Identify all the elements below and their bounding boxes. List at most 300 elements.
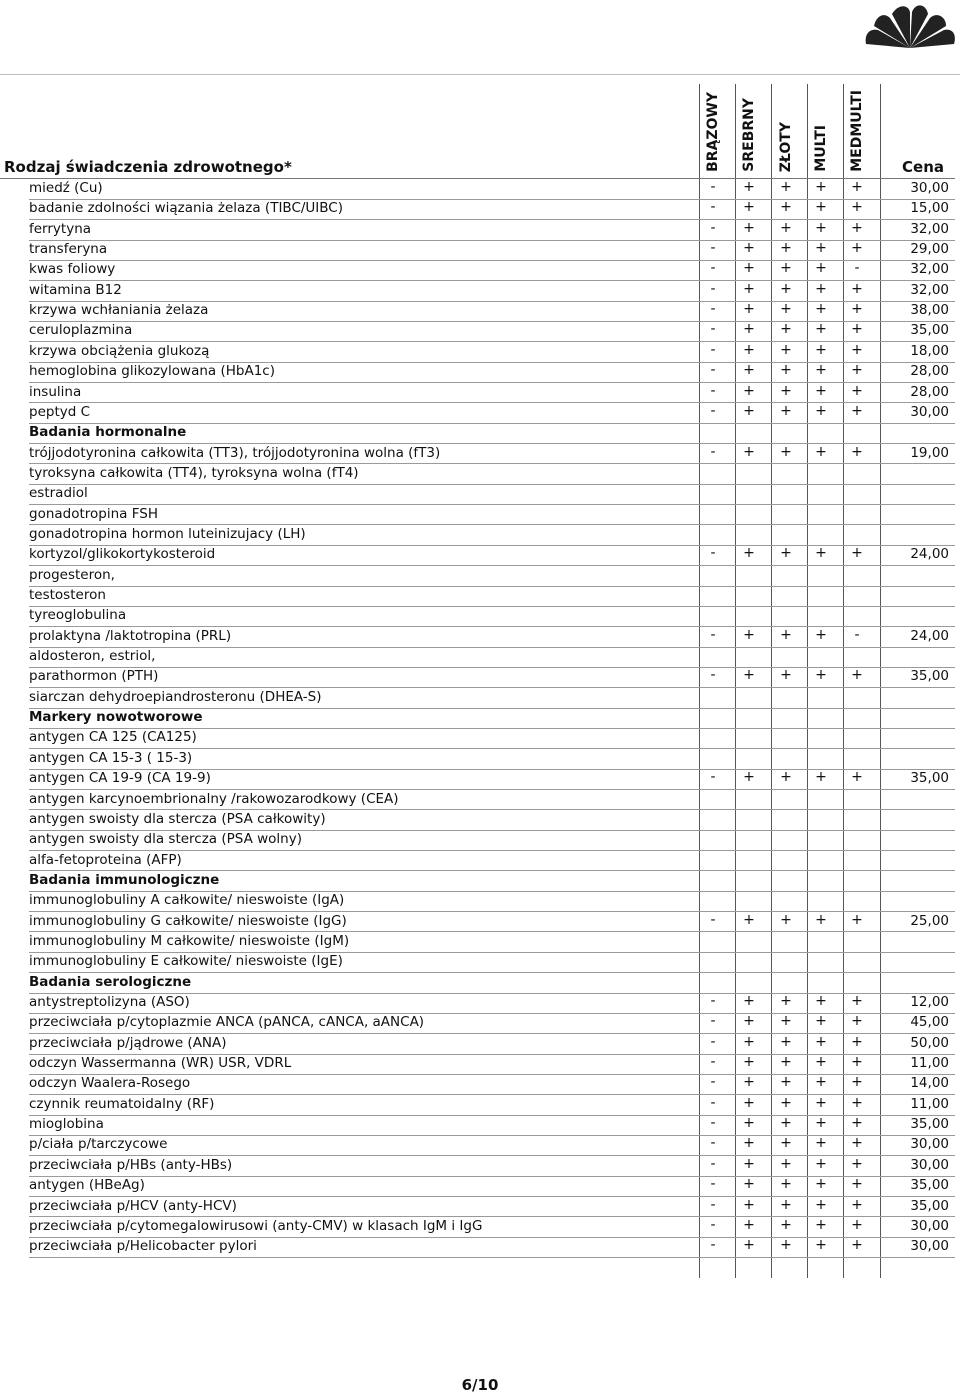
price-value: 28,00 [910, 383, 949, 400]
availability-mark-złoty: + [780, 1074, 792, 1091]
availability-mark-złoty: + [780, 1115, 792, 1132]
service-name: tyreoglobulina [29, 607, 127, 624]
table-row [0, 1135, 960, 1155]
availability-mark-złoty: + [780, 1013, 792, 1030]
availability-mark-brązowy: - [710, 260, 716, 277]
availability-mark-złoty: + [780, 382, 792, 399]
availability-mark-złoty: + [780, 626, 792, 643]
service-name: odczyn Waalera-Rosego [29, 1075, 191, 1092]
table-row [0, 1034, 960, 1054]
availability-mark-złoty: + [780, 443, 792, 460]
header-price-label: Cena [902, 158, 944, 176]
availability-mark-medmulti: + [851, 280, 863, 297]
table-row [0, 484, 960, 504]
table-row [0, 627, 960, 647]
availability-mark-multi: + [815, 280, 827, 297]
service-name: gonadotropina hormon luteinizujacy (LH) [29, 525, 306, 542]
service-name: antygen karcynoembrionalny /rakowozarodkowy (CEA) [29, 790, 399, 807]
availability-mark-multi: + [815, 1135, 827, 1152]
service-name: ferrytyna [29, 220, 92, 237]
price-value: 35,00 [910, 1197, 949, 1214]
table-row [0, 688, 960, 708]
availability-mark-srebrny: + [743, 1054, 755, 1071]
service-name: progesteron, [29, 566, 115, 583]
availability-mark-złoty: + [780, 1237, 792, 1254]
table-row [0, 1074, 960, 1094]
availability-mark-srebrny: + [743, 626, 755, 643]
table-row [0, 830, 960, 850]
availability-mark-srebrny: + [743, 667, 755, 684]
availability-mark-brązowy: - [710, 1054, 716, 1071]
table-row [0, 505, 960, 525]
availability-mark-brązowy: - [710, 1094, 716, 1111]
service-name: alfa-fetoproteina (AFP) [29, 851, 182, 868]
availability-mark-multi: + [815, 179, 827, 195]
price-value: 11,00 [910, 1095, 949, 1112]
service-name: gonadotropina FSH [29, 505, 158, 522]
availability-mark-złoty: + [780, 199, 792, 216]
availability-mark-medmulti: + [851, 199, 863, 216]
service-name: trójjodotyronina całkowita (TT3), trójjodotyronina wolna (fT3) [29, 444, 441, 461]
table-row [0, 932, 960, 952]
availability-mark-brązowy: - [710, 199, 716, 216]
availability-mark-złoty: + [780, 1196, 792, 1213]
table-row [0, 525, 960, 545]
service-name: miedź (Cu) [29, 180, 103, 196]
service-name: parathormon (PTH) [29, 668, 159, 685]
price-value: 35,00 [910, 668, 949, 685]
availability-mark-multi: + [815, 1054, 827, 1071]
availability-mark-złoty: + [780, 1094, 792, 1111]
availability-mark-brązowy: - [710, 321, 716, 338]
availability-mark-brązowy: - [710, 443, 716, 460]
availability-mark-medmulti: + [851, 1176, 863, 1193]
service-name: przeciwciała p/cytoplazmie ANCA (pANCA, cANCA, aANCA) [29, 1014, 425, 1031]
table-row [0, 1095, 960, 1115]
row-rule [29, 1257, 955, 1258]
table-row [0, 362, 960, 382]
service-name: kortyzol/glikokortykosteroid [29, 546, 216, 563]
availability-mark-złoty: + [780, 301, 792, 318]
price-value: 30,00 [910, 403, 949, 420]
availability-mark-medmulti: + [851, 240, 863, 257]
availability-mark-medmulti: + [851, 1155, 863, 1172]
table-row [0, 199, 960, 219]
availability-mark-brązowy: - [710, 240, 716, 257]
price-value: 29,00 [910, 241, 949, 258]
price-value: 35,00 [910, 1177, 949, 1194]
availability-mark-brązowy: - [710, 1176, 716, 1193]
availability-mark-multi: + [815, 1033, 827, 1050]
availability-mark-srebrny: + [743, 1216, 755, 1233]
service-name: siarczan dehydroepiandrosteronu (DHEA-S) [29, 688, 322, 705]
table-row [0, 1115, 960, 1135]
table-row [0, 220, 960, 240]
availability-mark-złoty: + [780, 545, 792, 562]
price-value: 15,00 [910, 200, 949, 217]
availability-mark-medmulti: + [851, 402, 863, 419]
availability-mark-srebrny: + [743, 769, 755, 786]
availability-mark-medmulti: + [851, 911, 863, 928]
availability-mark-srebrny: + [743, 280, 755, 297]
availability-mark-złoty: + [780, 1054, 792, 1071]
availability-mark-złoty: + [780, 911, 792, 928]
availability-mark-medmulti: + [851, 179, 863, 195]
service-name: immunoglobuliny M całkowite/ nieswoiste (IgM) [29, 932, 350, 949]
availability-mark-złoty: + [780, 402, 792, 419]
price-value: 35,00 [910, 770, 949, 787]
table-row [0, 281, 960, 301]
availability-mark-złoty: + [780, 280, 792, 297]
availability-mark-brązowy: - [710, 1135, 716, 1152]
service-name: antygen swoisty dla stercza (PSA wolny) [29, 831, 302, 848]
section-title: Markery nowotworowe [29, 709, 203, 726]
section-header-row [0, 871, 960, 891]
availability-mark-medmulti: + [851, 993, 863, 1009]
section-title: Badania serologiczne [29, 973, 192, 990]
price-value: 28,00 [910, 363, 949, 380]
availability-mark-złoty: + [780, 179, 792, 195]
availability-mark-złoty: + [780, 321, 792, 338]
availability-mark-srebrny: + [743, 382, 755, 399]
section-header-row [0, 423, 960, 443]
column-header-złoty: ZŁOTY [778, 121, 794, 172]
availability-mark-brązowy: - [710, 911, 716, 928]
table-row [0, 790, 960, 810]
availability-mark-brązowy: - [710, 545, 716, 562]
table-row [0, 891, 960, 911]
availability-mark-brązowy: - [710, 1155, 716, 1172]
service-name: antygen CA 15-3 ( 15-3) [29, 749, 193, 766]
service-name: estradiol [29, 485, 88, 502]
section-title: Badania immunologiczne [29, 871, 220, 888]
table-row [0, 444, 960, 464]
table-row [0, 1237, 960, 1257]
service-name: insulina [29, 383, 82, 400]
section-header-row [0, 973, 960, 993]
availability-mark-medmulti: - [854, 260, 860, 277]
availability-mark-srebrny: + [743, 321, 755, 338]
availability-mark-srebrny: + [743, 1115, 755, 1132]
availability-mark-złoty: + [780, 362, 792, 379]
price-value: 45,00 [910, 1014, 949, 1031]
table-row [0, 260, 960, 280]
price-value: 30,00 [910, 1136, 949, 1153]
table-row [0, 301, 960, 321]
availability-mark-medmulti: + [851, 667, 863, 684]
availability-mark-medmulti: + [851, 1237, 863, 1254]
table-row [0, 1197, 960, 1217]
availability-mark-brązowy: - [710, 667, 716, 684]
availability-mark-medmulti: + [851, 341, 863, 358]
table-row [0, 566, 960, 586]
availability-mark-srebrny: + [743, 402, 755, 419]
availability-mark-brązowy: - [710, 341, 716, 358]
service-name: antygen (HBeAg) [29, 1177, 145, 1194]
availability-mark-brązowy: - [710, 1196, 716, 1213]
price-value: 30,00 [910, 180, 949, 196]
table-row [0, 464, 960, 484]
service-name: mioglobina [29, 1116, 104, 1133]
availability-mark-medmulti: + [851, 1074, 863, 1091]
availability-mark-multi: + [815, 219, 827, 236]
price-value: 30,00 [910, 1156, 949, 1173]
availability-mark-multi: + [815, 199, 827, 216]
page-number: 6/10 [461, 1376, 499, 1394]
table-row [0, 912, 960, 932]
availability-mark-multi: + [815, 769, 827, 786]
service-name: przeciwciała p/Helicobacter pylori [29, 1238, 257, 1255]
price-value: 35,00 [910, 322, 949, 339]
service-name: przeciwciała p/HCV (anty-HCV) [29, 1197, 237, 1214]
availability-mark-medmulti: + [851, 1033, 863, 1050]
availability-mark-multi: + [815, 321, 827, 338]
availability-mark-medmulti: + [851, 301, 863, 318]
service-name: immunoglobuliny E całkowite/ nieswoiste (IgE) [29, 953, 343, 970]
availability-mark-multi: + [815, 382, 827, 399]
table-row [0, 728, 960, 748]
availability-mark-srebrny: + [743, 301, 755, 318]
availability-mark-medmulti: + [851, 1216, 863, 1233]
table-row [0, 1156, 960, 1176]
availability-mark-multi: + [815, 1115, 827, 1132]
table-row [0, 1176, 960, 1196]
availability-mark-medmulti: + [851, 321, 863, 338]
service-name: peptyd C [29, 403, 91, 420]
service-name: przeciwciała p/jądrowe (ANA) [29, 1034, 227, 1051]
table-row [0, 993, 960, 1013]
availability-mark-złoty: + [780, 1135, 792, 1152]
section-header-row [0, 708, 960, 728]
service-name: ceruloplazmina [29, 322, 133, 339]
availability-mark-brązowy: - [710, 1033, 716, 1050]
service-name: immunoglobuliny G całkowite/ nieswoiste (IgG) [29, 912, 347, 929]
availability-mark-srebrny: + [743, 1094, 755, 1111]
service-name: krzywa wchłaniania żelaza [29, 302, 209, 319]
table-row [0, 403, 960, 423]
header-title: Rodzaj świadczenia zdrowotnego* [4, 158, 292, 176]
availability-mark-multi: + [815, 260, 827, 277]
table-row [0, 321, 960, 341]
availability-mark-brązowy: - [710, 769, 716, 786]
availability-mark-złoty: + [780, 769, 792, 786]
availability-mark-multi: + [815, 1155, 827, 1172]
availability-mark-multi: + [815, 443, 827, 460]
table-row [0, 383, 960, 403]
availability-mark-złoty: + [780, 993, 792, 1009]
price-value: 38,00 [910, 302, 949, 319]
availability-mark-brązowy: - [710, 1074, 716, 1091]
availability-mark-multi: + [815, 402, 827, 419]
price-value: 14,00 [910, 1075, 949, 1092]
availability-mark-brązowy: - [710, 179, 716, 195]
availability-mark-brązowy: - [710, 1237, 716, 1254]
availability-mark-srebrny: + [743, 1196, 755, 1213]
price-value: 30,00 [910, 1217, 949, 1234]
availability-mark-brązowy: - [710, 402, 716, 419]
table-row [0, 851, 960, 871]
column-header-medmulti: MEDMULTI [849, 90, 865, 172]
service-name: badanie zdolności wiązania żelaza (TIBC/UIBC) [29, 200, 344, 217]
service-name: p/ciała p/tarczycowe [29, 1136, 168, 1153]
availability-mark-złoty: + [780, 667, 792, 684]
availability-mark-srebrny: + [743, 1033, 755, 1050]
service-name: testosteron [29, 587, 106, 603]
column-header-srebrny: SREBRNY [741, 98, 757, 172]
availability-mark-multi: + [815, 1074, 827, 1091]
table-row [0, 769, 960, 789]
availability-mark-multi: + [815, 911, 827, 928]
availability-mark-medmulti: + [851, 362, 863, 379]
availability-mark-medmulti: + [851, 1135, 863, 1152]
service-name: transferyna [29, 241, 108, 258]
availability-mark-brązowy: - [710, 993, 716, 1009]
availability-mark-srebrny: + [743, 1176, 755, 1193]
table-row [0, 952, 960, 972]
table-row [0, 667, 960, 687]
table-row [0, 1013, 960, 1033]
availability-mark-srebrny: + [743, 179, 755, 195]
table-row [0, 1054, 960, 1074]
service-name: antygen swoisty dla stercza (PSA całkowity) [29, 810, 326, 827]
availability-mark-złoty: + [780, 1155, 792, 1172]
availability-mark-złoty: + [780, 341, 792, 358]
availability-mark-złoty: + [780, 1176, 792, 1193]
availability-mark-multi: + [815, 362, 827, 379]
availability-mark-brązowy: - [710, 301, 716, 318]
table-row [0, 810, 960, 830]
availability-mark-brązowy: - [710, 382, 716, 399]
price-value: 18,00 [910, 342, 949, 359]
availability-mark-srebrny: + [743, 911, 755, 928]
availability-mark-złoty: + [780, 219, 792, 236]
table-row [0, 342, 960, 362]
availability-mark-złoty: + [780, 240, 792, 257]
availability-mark-srebrny: + [743, 1237, 755, 1254]
availability-mark-multi: + [815, 1013, 827, 1030]
service-name: odczyn Wassermanna (WR) USR, VDRL [29, 1055, 292, 1072]
price-value: 25,00 [910, 912, 949, 929]
service-name: witamina B12 [29, 281, 122, 298]
availability-mark-srebrny: + [743, 1155, 755, 1172]
availability-mark-złoty: + [780, 260, 792, 277]
availability-mark-multi: + [815, 240, 827, 257]
availability-mark-multi: + [815, 1237, 827, 1254]
service-name: tyroksyna całkowita (TT4), tyroksyna wolna (fT4) [29, 464, 359, 481]
service-name: prolaktyna /laktotropina (PRL) [29, 627, 232, 644]
price-value: 35,00 [910, 1116, 949, 1133]
table-row [0, 606, 960, 626]
availability-mark-srebrny: + [743, 362, 755, 379]
availability-mark-srebrny: + [743, 1135, 755, 1152]
availability-mark-multi: + [815, 626, 827, 643]
service-name: czynnik reumatoidalny (RF) [29, 1095, 215, 1112]
price-value: 24,00 [910, 627, 949, 644]
availability-mark-medmulti: + [851, 382, 863, 399]
availability-mark-brązowy: - [710, 1013, 716, 1030]
availability-mark-brązowy: - [710, 219, 716, 236]
price-value: 24,00 [910, 546, 949, 563]
price-value: 32,00 [910, 281, 949, 298]
service-name: antygen CA 125 (CA125) [29, 729, 197, 746]
fan-logo-icon [862, 0, 958, 50]
availability-mark-brązowy: - [710, 1115, 716, 1132]
table-row [0, 240, 960, 260]
availability-mark-medmulti: + [851, 219, 863, 236]
availability-mark-multi: + [815, 667, 827, 684]
availability-mark-multi: + [815, 1094, 827, 1111]
availability-mark-brązowy: - [710, 362, 716, 379]
availability-mark-multi: + [815, 545, 827, 562]
price-value: 11,00 [910, 1055, 949, 1072]
availability-mark-medmulti: + [851, 1054, 863, 1071]
service-name: immunoglobuliny A całkowite/ nieswoiste (IgA) [29, 892, 345, 909]
availability-mark-srebrny: + [743, 993, 755, 1009]
availability-mark-srebrny: + [743, 545, 755, 562]
price-value: 19,00 [910, 444, 949, 461]
availability-mark-medmulti: + [851, 1013, 863, 1030]
service-name: przeciwciała p/HBs (anty-HBs) [29, 1156, 233, 1173]
service-name: antystreptolizyna (ASO) [29, 994, 190, 1010]
table-row [0, 586, 960, 606]
service-name: kwas foliowy [29, 261, 116, 278]
availability-mark-multi: + [815, 341, 827, 358]
availability-mark-srebrny: + [743, 240, 755, 257]
column-header-brązowy: BRĄZOWY [705, 92, 721, 172]
table-row [0, 749, 960, 769]
availability-mark-brązowy: - [710, 280, 716, 297]
availability-mark-brązowy: - [710, 1216, 716, 1233]
service-name: antygen CA 19-9 (CA 19-9) [29, 770, 211, 787]
availability-mark-brązowy: - [710, 626, 716, 643]
table-row [0, 545, 960, 565]
availability-mark-srebrny: + [743, 219, 755, 236]
column-header-multi: MULTI [813, 125, 829, 172]
availability-mark-medmulti: + [851, 545, 863, 562]
section-title: Badania hormonalne [29, 424, 187, 441]
availability-mark-multi: + [815, 1176, 827, 1193]
price-value: 32,00 [910, 220, 949, 237]
service-name: przeciwciała p/cytomegalowirusowi (anty-CMV) w klasach IgM i IgG [29, 1217, 483, 1234]
price-value: 50,00 [910, 1034, 949, 1051]
availability-mark-medmulti: - [854, 626, 860, 643]
table-row [0, 179, 960, 199]
availability-mark-multi: + [815, 1216, 827, 1233]
availability-mark-multi: + [815, 301, 827, 318]
availability-mark-multi: + [815, 993, 827, 1009]
availability-mark-multi: + [815, 1196, 827, 1213]
availability-mark-złoty: + [780, 1216, 792, 1233]
availability-mark-srebrny: + [743, 341, 755, 358]
availability-mark-złoty: + [780, 1033, 792, 1050]
table-row [0, 1217, 960, 1237]
availability-mark-srebrny: + [743, 443, 755, 460]
availability-mark-medmulti: + [851, 1094, 863, 1111]
availability-mark-medmulti: + [851, 443, 863, 460]
availability-mark-medmulti: + [851, 1196, 863, 1213]
price-value: 12,00 [910, 994, 949, 1010]
service-name: hemoglobina glikozylowana (HbA1c) [29, 363, 275, 380]
availability-mark-medmulti: + [851, 1115, 863, 1132]
price-value: 32,00 [910, 261, 949, 278]
availability-mark-srebrny: + [743, 1013, 755, 1030]
availability-mark-srebrny: + [743, 1074, 755, 1091]
price-value: 30,00 [910, 1238, 949, 1255]
availability-mark-srebrny: + [743, 260, 755, 277]
service-name: aldosteron, estriol, [29, 648, 156, 665]
table-row [0, 647, 960, 667]
availability-mark-medmulti: + [851, 769, 863, 786]
